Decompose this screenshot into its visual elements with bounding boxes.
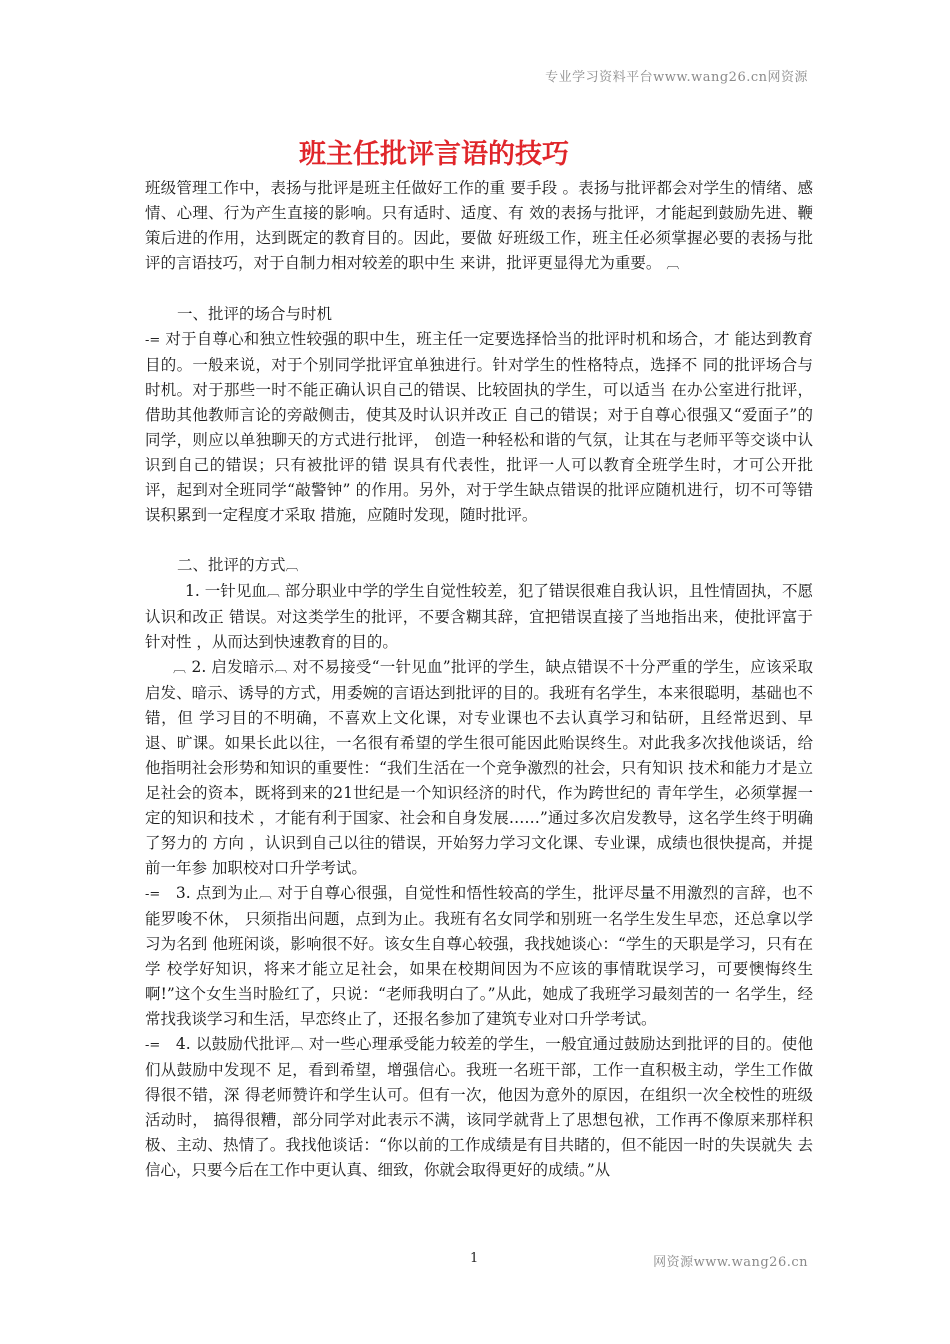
intro-paragraph: 班级管理工作中，表扬与批评是班主任做好工作的重 要手段 。表扬与批评都会对学生的情绪、感情、心理、行为产生直接的影响。只有适时、适度、有 效的表扬与批评，才能起到鼓励先进、鞭策后进的作用，达到既定的教育目的。因此，要做 好班级工作，班主任必须掌握必要的表扬与批评的言语技巧，对于自制力相对较差的职中生 来讲，批评更显得尤为重要。 ︹ [145,179,813,272]
bracket-mark: ︹ [274,661,288,676]
footer-watermark: 网资源www.wang26.cn [653,1255,808,1270]
method-2-paragraph: ︹ 2. 启发暗示︹ 对不易接受“一针见血”批评的学生，缺点错误不十分严重的学生，应该采取启发、暗示、诱导的方式，用委婉的言语达到批评的目的。我班有名学生，本来很聪明，基础也不错，但 学习目的不明确，不喜欢上文化课，对专业课也不去认真学习和钻研，且经常迟到、早退、旷课。如果长此以往，一名很有希望的学生很可能因此贻误终生。对此我多次找他谈话，给 他指明社会形势和知识的重要性：“我们生活在一个竞争激烈的社会，只有知识 技术和能力才是立足社会的资本，既将到来的21世纪是一个知识经济的时代，作为跨世纪的 青年学生，必须掌握一定的知识和技术 ，才能有利于国家、社会和自身发展……”通过多次启发教导，这名学生终于明确了努力的 方向 ，认识到自己以往的错误，开始努力学习文化课、专业课，成绩也很快提高，并提前一年参 加职校对口升学考试。 [145,658,813,877]
section-heading-1: 一、批评的场合与时机 [177,305,333,323]
header-watermark: 专业学习资料平台www.wang26.cn网资源 [545,70,808,85]
eq-mark: -= [145,887,161,902]
section-heading-2: 二、批评的方式︹ [177,556,299,574]
bracket-mark: ︹ [666,257,680,272]
page-title: 班主任批评言语的技巧 [299,139,569,170]
method-3-label: 3. 点到为止 [175,884,259,902]
bracket-mark: ︹ [173,661,187,676]
method-3-paragraph: -= 3. 点到为止︹ 对于自尊心很强，自觉性和悟性较高的学生，批评尽量不用激烈的言辞，也不能罗唆不休， 只须指出问题，点到为止。我班有名女同学和别班一名学生发生早恋，还总拿以学习为名到 他班闲谈，影响很不好。该女生自尊心较强，我找她谈心：“学生的天职是学习，只有在学 校学好知识，将来才能立足社会，如果在校期间因为不应该的事情耽误学习，可要懊悔终生 啊!”这个女生当时脸红了，只说：“老师我明白了。”从此，她成了我班学习最刻苦的一 名学生，经常找我谈学习和生活，早恋终止了，还报名参加了建筑专业对口升学考试。 [145,884,813,1028]
bracket-mark: ︹ [290,1038,304,1053]
document-body [145,176,813,1183]
page-number: 1 [470,1251,479,1266]
method-4-label: 4. 以鼓励代批评 [175,1035,291,1053]
bracket-mark: ︹ [266,585,280,600]
eq-mark: -= [145,1038,161,1053]
bracket-mark: ︹ [258,887,273,902]
method-1-label: 1. 一针见血 [185,582,267,600]
section-1-paragraph: -= 对于自尊心和独立性较强的职中生，班主任一定要选择恰当的批评时机和场合，才 能达到教育目的。一般来说，对于个别同学批评宜单独进行。针对学生的性格特点，选择不 同的批评场合与时机。对于那些一时不能正确认识自己的错误、比较固执的学生，可以适当 在办公室进行批评，借助其他教师言论的旁敲侧击，使其及时认识并改正 自己的错误；对于自尊心很强又“爱面子”的同学，则应以单独聊天的方式进行批评， 创造一种轻松和谐的气氛，让其在与老师平等交谈中认识到自己的错误；只有被批评的错 误具有代表性，批评一人可以教育全班学生时，才可公开批评，起到对全班同学“敲警钟” 的作用。另外，对于学生缺点错误的批评应随机进行，切不可等错误积累到一定程度才采取 措施，应随时发现，随时批评。 [145,330,813,524]
method-4-paragraph: -= 4. 以鼓励代批评︹ 对一些心理承受能力较差的学生，一般宜通过鼓励达到批评的目的。使他们从鼓励中发现不 足，看到希望，增强信心。我班一名班干部，工作一直积极主动，学生工作做得很不错，深 得老师赞许和学生认可。但有一次，他因为意外的原因，在组织一次全校性的班级活动时， 搞得很糟，部分同学对此表示不满，该同学就背上了思想包袱，工作再不像原来那样积极、主动、热情了。我找他谈话：“你以前的工作成绩是有目共睹的，但不能因一时的失误就失 去信心，只要今后在工作中更认真、细致，你就会取得更好的成绩。”从 [145,1035,813,1179]
method-1-paragraph: 1. 一针见血︹ 部分职业中学的学生自觉性较差，犯了错误很难自我认识，且性情固执，不愿认识和改正 错误。对这类学生的批评，不要含糊其辞，宜把错误直接了当地指出来，使批评富于针对性 ，从而达到快速教育的目的。 [145,582,813,651]
bracket-mark: ︹ [285,559,299,574]
method-2-label: 2. 启发暗示 [191,658,275,676]
eq-mark: -= [145,333,161,348]
